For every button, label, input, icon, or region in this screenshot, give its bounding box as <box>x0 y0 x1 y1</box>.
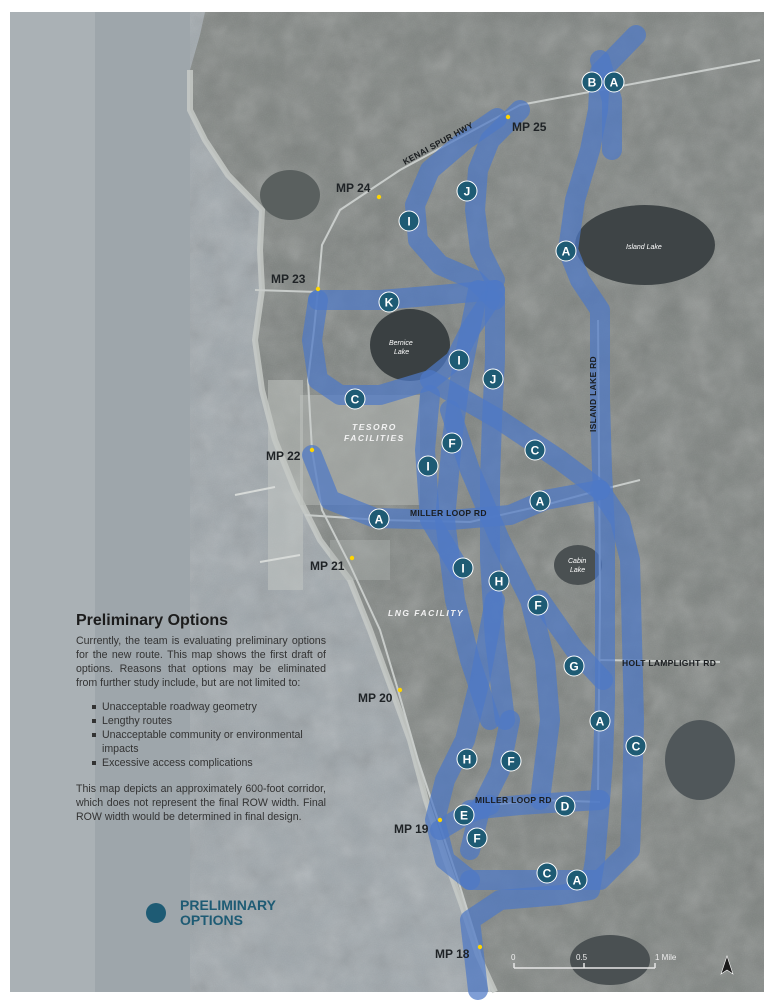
svg-text:I: I <box>457 353 461 368</box>
scale-label-mid: 0.5 <box>576 953 588 962</box>
svg-text:H: H <box>462 752 472 767</box>
milepost-label-23: MP 23 <box>271 272 306 286</box>
info-intro: Currently, the team is evaluating preliminary options for the new route. This map shows the first draft of options. Reasons that options may be eliminated from further study include, but are not limited to: <box>76 635 326 689</box>
reason-item: Unacceptable community or environmental impacts <box>92 728 326 756</box>
reason-item: Unacceptable roadway geometry <box>92 700 326 714</box>
svg-text:A: A <box>609 75 619 90</box>
facility-label-tesoro-1: TESORO <box>352 422 397 432</box>
svg-text:C: C <box>631 739 641 754</box>
info-panel <box>76 612 326 834</box>
milepost-label-22: MP 22 <box>266 449 301 463</box>
road-label-miller-loop-north: MILLER LOOP RD <box>410 508 487 518</box>
svg-text:G: G <box>569 659 579 674</box>
option-marker-a[interactable] <box>530 491 550 511</box>
option-marker-a[interactable] <box>369 509 389 529</box>
option-marker-a[interactable] <box>556 241 576 261</box>
place-label-bernice-2: Lake <box>394 349 410 356</box>
milepost-label-20: MP 20 <box>358 691 393 705</box>
svg-text:A: A <box>572 873 582 888</box>
road-label-miller-loop-south: MILLER LOOP RD <box>475 795 552 805</box>
svg-text:F: F <box>448 436 456 451</box>
reason-item: Excessive access complications <box>92 756 326 770</box>
svg-text:K: K <box>384 295 394 310</box>
legend-marker-icon <box>146 903 166 923</box>
milepost-label-21: MP 21 <box>310 559 345 573</box>
option-marker-i[interactable] <box>418 456 438 476</box>
svg-text:H: H <box>494 574 504 589</box>
svg-text:F: F <box>473 831 481 846</box>
option-marker-c[interactable] <box>626 736 646 756</box>
option-marker-i[interactable] <box>449 350 469 370</box>
svg-text:A: A <box>561 244 571 259</box>
svg-text:F: F <box>534 598 542 613</box>
facility-label-tesoro-2: FACILITIES <box>344 433 405 443</box>
scale-label-end: 1 Mile <box>655 953 677 962</box>
place-label-cabin-1: Cabin <box>568 558 587 565</box>
road-label-kenai-spur: KENAI SPUR HWY <box>401 119 475 167</box>
road-label-holt-lamplight: HOLT LAMPLIGHT RD <box>622 658 717 668</box>
svg-text:A: A <box>535 494 545 509</box>
option-marker-f[interactable] <box>442 433 462 453</box>
road-label-island-lake-rd: ISLAND LAKE RD <box>588 356 598 432</box>
svg-text:C: C <box>542 866 552 881</box>
svg-text:I: I <box>407 214 411 229</box>
legend-label-line1: PRELIMINARY <box>180 897 276 913</box>
option-marker-f[interactable] <box>501 751 521 771</box>
option-marker-c[interactable] <box>525 440 545 460</box>
svg-text:I: I <box>461 561 465 576</box>
option-marker-g[interactable] <box>564 656 584 676</box>
option-marker-a[interactable] <box>567 870 587 890</box>
svg-text:E: E <box>459 808 469 823</box>
svg-text:C: C <box>530 443 540 458</box>
option-marker-a[interactable] <box>604 72 624 92</box>
option-marker-k[interactable] <box>379 292 399 312</box>
milepost-label-18: MP 18 <box>435 947 470 961</box>
milepost-label-25: MP 25 <box>512 120 547 134</box>
svg-text:D: D <box>560 799 570 814</box>
svg-text:F: F <box>507 754 515 769</box>
facility-label-lng: LNG FACILITY <box>388 608 465 618</box>
option-marker-a[interactable] <box>590 711 610 731</box>
place-label-island-lake: Island Lake <box>626 244 662 251</box>
option-marker-i[interactable] <box>453 558 473 578</box>
option-marker-j[interactable] <box>483 369 503 389</box>
corridor-note: This map depicts an approximately 600-foot corridor, which does not represent the final ROW width. Final ROW width would be determined in final design. <box>76 783 326 823</box>
svg-text:A: A <box>595 714 605 729</box>
option-marker-c[interactable] <box>345 389 365 409</box>
option-marker-d[interactable] <box>555 796 575 816</box>
place-label-cabin-2: Lake <box>570 567 586 574</box>
svg-text:I: I <box>426 459 430 474</box>
option-marker-f[interactable] <box>467 828 487 848</box>
svg-text:A: A <box>374 512 384 527</box>
svg-text:J: J <box>489 372 497 387</box>
legend-label-line2: OPTIONS <box>180 912 244 928</box>
legend <box>146 898 310 928</box>
option-marker-f[interactable] <box>528 595 548 615</box>
place-label-bernice-1: Bernice <box>389 340 413 347</box>
svg-text:C: C <box>350 392 360 407</box>
scale-label-start: 0 <box>511 953 516 962</box>
option-marker-h[interactable] <box>489 571 509 591</box>
legend-label <box>180 898 310 928</box>
reason-item: Lengthy routes <box>92 714 326 728</box>
cabin-lake-shape <box>554 545 602 585</box>
svg-text:B: B <box>587 75 597 90</box>
option-marker-c[interactable] <box>537 863 557 883</box>
info-title: Preliminary Options <box>76 612 229 629</box>
svg-text:J: J <box>463 184 471 199</box>
milepost-label-19: MP 19 <box>394 822 429 836</box>
option-marker-b[interactable] <box>582 72 602 92</box>
option-marker-e[interactable] <box>454 805 474 825</box>
option-marker-h[interactable] <box>457 749 477 769</box>
option-marker-i[interactable] <box>399 211 419 231</box>
milepost-label-24: MP 24 <box>336 181 371 195</box>
elimination-reasons-list <box>76 700 326 770</box>
option-marker-j[interactable] <box>457 181 477 201</box>
